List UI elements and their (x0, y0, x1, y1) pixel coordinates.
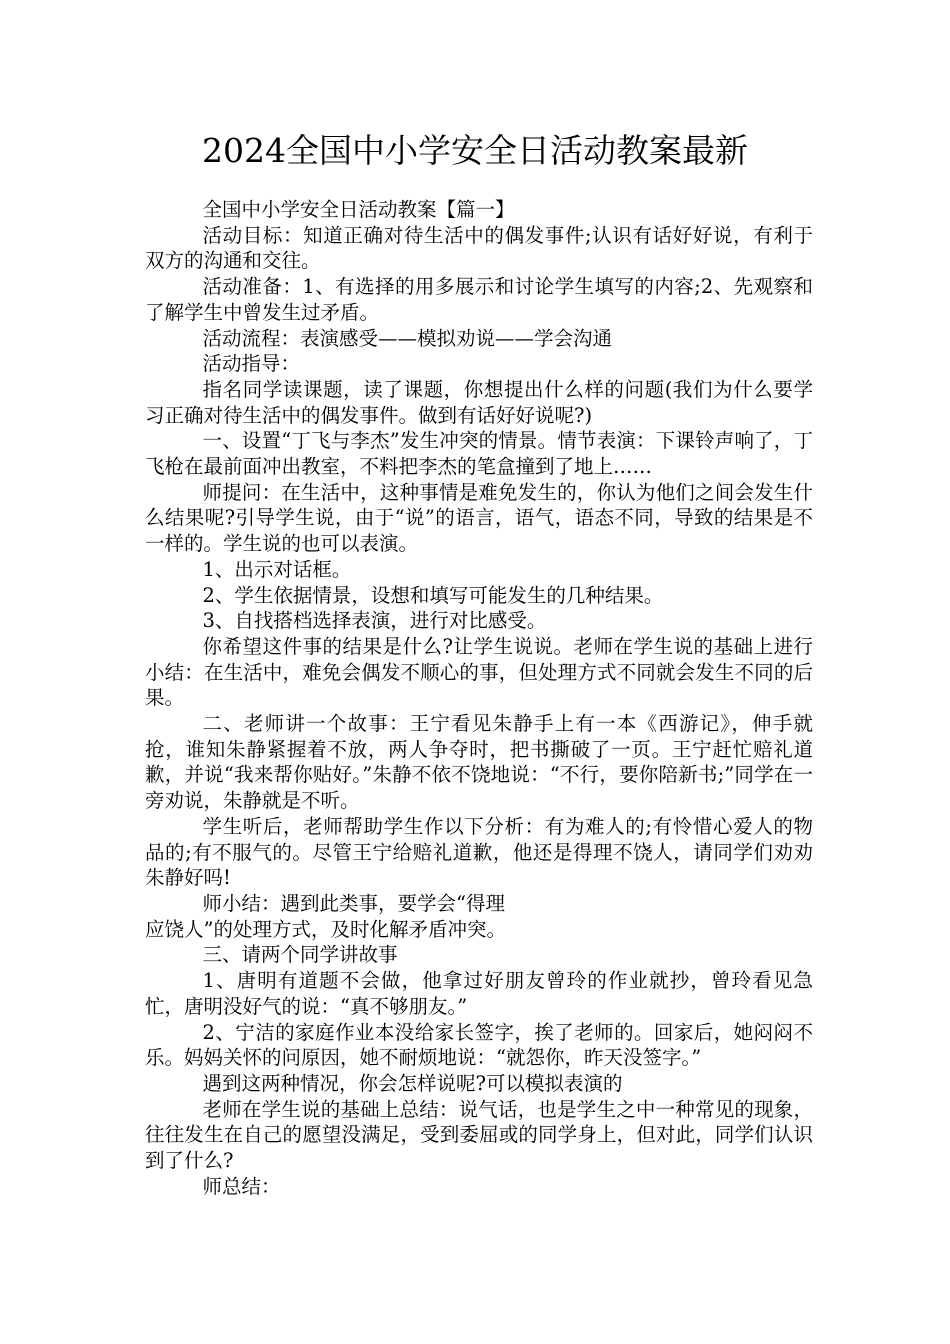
paragraph: 应饶人”的处理方式，及时化解矛盾冲突。 (145, 917, 506, 941)
paragraph: 老师在学生说的基础上总结：说气话，也是学生之中一种常见的现象，往往发生在自己的愿望没满足，受到委屈或的同学身上，但对此，同学们认识到了什么? (145, 1097, 813, 1173)
list-item: 2、学生依据情景，设想和填写可能发生的几种结果。 (202, 583, 664, 607)
document-body (145, 197, 813, 1199)
paragraph: 二、老师讲一个故事：王宁看见朱静手上有一本《西游记》，伸手就抢，谁知朱静紧握着不放，两人争夺时，把书撕破了一页。王宁赶忙赔礼道歉，并说“我来帮你贴好。”朱静不依不饶地说：“不行，要你陪新书;”同学在一旁劝说，朱静就是不听。 (145, 712, 813, 813)
list-item: 1、唐明有道题不会做，他拿过好朋友曾玲的作业就抄，曾玲看见急忙，唐明没好气的说：“真不够朋友。” (145, 969, 813, 1018)
paragraph: 学生听后，老师帮助学生作以下分析：有为难人的;有怜惜心爱人的物品的;有不服气的。尽管王宁给赔礼道歉，他还是得理不饶人，请同学们劝劝朱静好吗! (145, 814, 813, 890)
list-item: 2、宁洁的家庭作业本没给家长签字，挨了老师的。回家后，她闷闷不乐。妈妈关怀的问原因，她不耐烦地说：“就怨你，昨天没签字。” (145, 1020, 813, 1070)
paragraph: 师小结：遇到此类事，要学会“得理 (202, 891, 505, 915)
paragraph: 三、请两个同学讲故事 (202, 943, 398, 967)
paragraph: 遇到这两种情况，你会怎样说呢?可以模拟表演的 (202, 1071, 623, 1095)
paragraph: 师总结： (202, 1174, 281, 1198)
list-item: 1、出示对话框。 (202, 557, 352, 581)
paragraph: 活动指导： (202, 352, 301, 376)
paragraph: 指名同学读课题，读了课题，你想提出什么样的问题(我们为什么要学习正确对待生活中的偶发事件。做到有话好好说呢?) (145, 377, 813, 427)
paragraph: 师提问：在生活中，这种事情是难免发生的，你认为他们之间会发生什么结果呢?引导学生说，由于“说”的语言，语气，语态不同，导致的结果是不一样的。学生说的也可以表演。 (145, 480, 813, 556)
document-title: 2024全国中小学安全日活动教案最新 (202, 131, 748, 170)
list-item: 3、自找搭档选择表演，进行对比感受。 (202, 609, 547, 633)
paragraph: 活动流程：表演感受——模拟劝说——学会沟通 (202, 326, 613, 350)
paragraph: 活动准备：1、有选择的用多展示和讨论学生填写的内容;2、先观察和了解学生中曾发生过矛盾。 (145, 275, 813, 324)
section-heading: 全国中小学安全日活动教案【篇一】 (202, 198, 515, 221)
paragraph: 你希望这件事的结果是什么?让学生说说。老师在学生说的基础上进行小结：在生活中，难免会偶发不顺心的事，但处理方式不同就会发生不同的后果。 (145, 634, 813, 710)
paragraph: 一、设置“丁飞与李杰”发生冲突的情景。情节表演：下课铃声响了，丁飞枪在最前面冲出教室，不料把李杰的笔盒撞到了地上…… (145, 429, 813, 479)
paragraph: 活动目标：知道正确对待生活中的偶发事件;认识有话好好说，有利于双方的沟通和交往。 (145, 223, 813, 273)
